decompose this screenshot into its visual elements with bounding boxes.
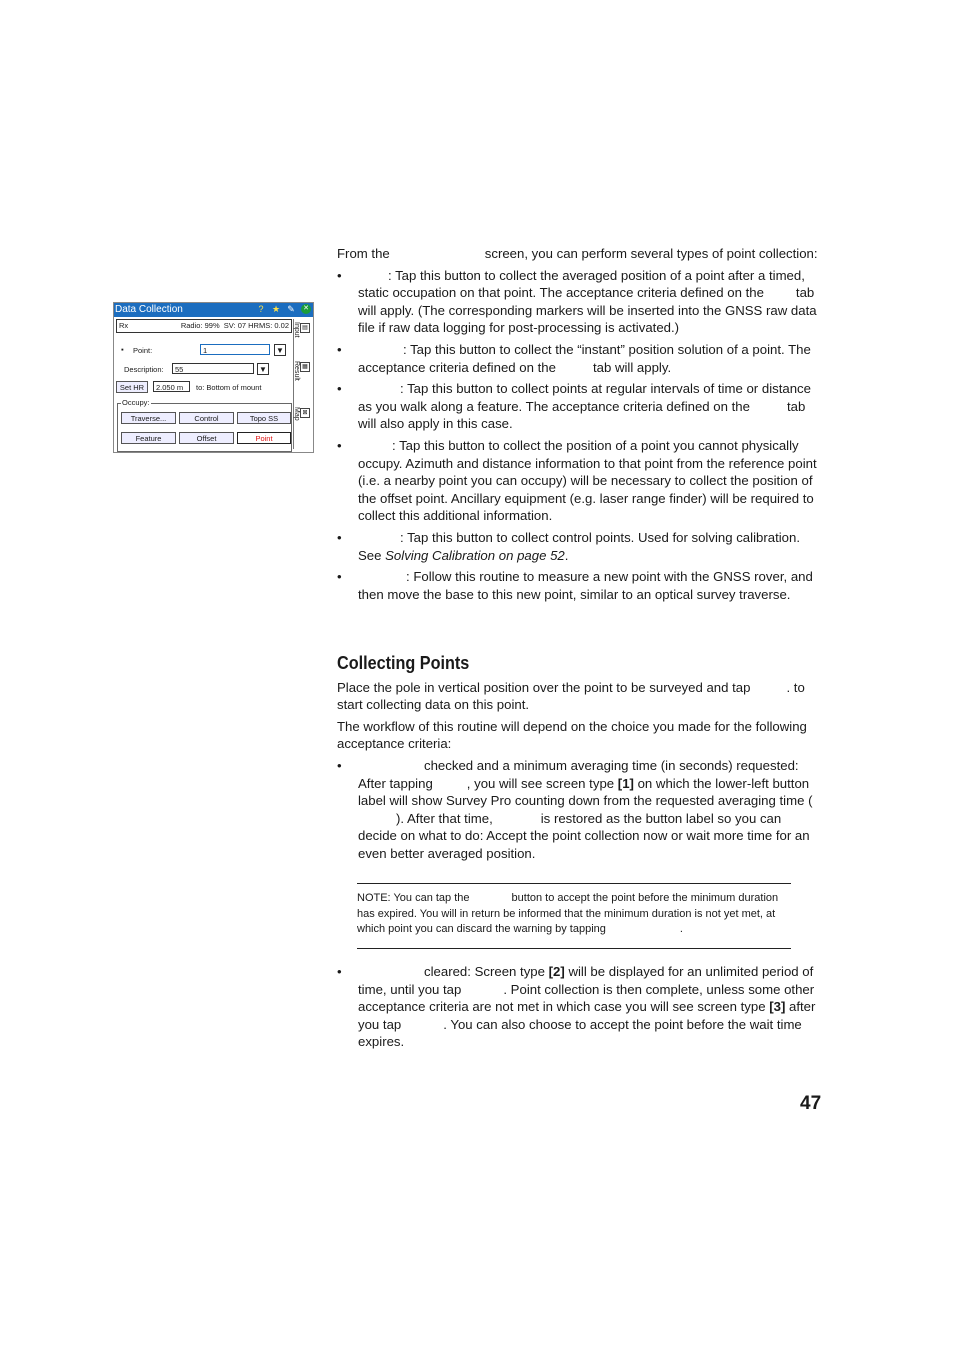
- point-icon: ▪: [121, 345, 124, 354]
- side-tabs: [293, 319, 311, 449]
- body-text: [337, 245, 821, 603]
- list-item: • : Tap this button to collect the averaged position of a point after a timed, static occupation on that point. The acceptance criteria defined on the tab will apply. (The corresponding markers will be inserted into the GNSS raw data file if raw data logging for post-processing is activated.): [337, 267, 821, 337]
- sv-status: SV: 07: [223, 321, 247, 330]
- control-button[interactable]: Control: [179, 412, 234, 424]
- tab-result[interactable]: ▦ Result: [295, 361, 310, 381]
- hr-to-label: to: Bottom of mount: [196, 383, 262, 392]
- rx-label: Rx: [119, 321, 129, 330]
- hrms-status: HRMS: 0.02: [248, 321, 289, 330]
- section-heading: Collecting Points: [337, 653, 470, 673]
- map-tab-icon: ⊠: [300, 408, 310, 418]
- tab-input[interactable]: ▤ Input: [295, 322, 310, 338]
- set-hr-button[interactable]: Set HR: [116, 381, 148, 393]
- occupy-group: [117, 398, 292, 452]
- page-number: 47: [800, 1093, 822, 1114]
- star-icon[interactable]: ★: [271, 304, 281, 314]
- traverse-button[interactable]: Traverse...: [121, 412, 176, 424]
- intro-paragraph: From the screen, you can perform several types of point collection:: [337, 246, 818, 261]
- status-bar: [116, 319, 292, 333]
- feature-button[interactable]: Feature: [121, 432, 176, 444]
- point-input[interactable]: 1: [200, 344, 270, 355]
- data-collection-screenshot: [113, 302, 314, 453]
- description-label: Description:: [124, 365, 164, 374]
- paragraph: Place the pole in vertical position over the point to be surveyed and tap . to start collecting data on this point.: [337, 679, 805, 713]
- description-input[interactable]: 55: [172, 363, 254, 374]
- point-dropdown-icon[interactable]: ▼: [274, 344, 286, 356]
- edit-icon[interactable]: ✎: [287, 304, 295, 314]
- result-tab-icon: ▦: [300, 362, 310, 372]
- topo-ss-button[interactable]: Topo SS: [237, 412, 291, 424]
- radio-status: Radio: 99%: [180, 321, 220, 330]
- list-item: • checked and a minimum averaging time (in seconds) requested: After tapping , you will see screen type [1] on which the lower-left button label will show Survey Pro counting down from the requested averaging time (). After that time, is restored as the button label so you can decide on what to do: Accept the point collection now or wait more time for an even better averaged position.: [337, 757, 821, 863]
- offset-button[interactable]: Offset: [179, 432, 234, 444]
- close-icon[interactable]: ✕: [301, 304, 311, 314]
- list-item: • : Follow this routine to measure a new point with the GNSS rover, and then move the base to this new point, similar to an optical survey traverse.: [337, 568, 821, 603]
- cross-reference[interactable]: Solving Calibration on page 52: [385, 547, 565, 563]
- input-tab-icon: ▤: [300, 323, 310, 333]
- list-item: • cleared: Screen type [2] will be displayed for an unlimited period of time, until you tap . Point collection is then complete, unless some other acceptance criteria are not met in which case you will see screen type [3] after you tap . You can also choose to accept the point before the wait time expires.: [337, 963, 821, 1051]
- note-box: NOTE: You can tap the button to accept the point before the minimum duration has expired. You will in return be informed that the minimum duration is not yet met, at which point you can discard the warning by tapping .: [357, 883, 791, 949]
- paragraph: The workflow of this routine will depend on the choice you made for the following acceptance criteria:: [337, 718, 807, 752]
- window-title: Data Collection: [115, 304, 183, 315]
- title-bar: [114, 303, 313, 317]
- occupy-label: Occupy:: [122, 398, 150, 407]
- tab-map[interactable]: ⊠ Map: [295, 407, 310, 421]
- help-icon[interactable]: ?: [258, 304, 264, 314]
- hr-input[interactable]: 2.050 m: [153, 381, 190, 392]
- list-item: • : Tap this button to collect control points. Used for solving calibration. See Solving Calibration on page 52.: [337, 529, 821, 564]
- criteria-2: [337, 963, 821, 1051]
- description-dropdown-icon[interactable]: ▼: [257, 363, 269, 375]
- list-item: • : Tap this button to collect the “instant” position solution of a point. The acceptance criteria defined on the tab will apply.: [337, 341, 821, 376]
- list-item: • : Tap this button to collect the position of a point you cannot physically occupy. Azimuth and distance information to that point from the reference point (i.e. a nearby point you can occupy) will be necessary to collect the position of the offset point. Ancillary equipment (e.g. laser range finder) will be required to collect this additional information.: [337, 437, 821, 525]
- collecting-points-section: [337, 655, 821, 863]
- point-button[interactable]: Point: [237, 432, 291, 444]
- point-label: Point:: [133, 346, 153, 355]
- list-item: • : Tap this button to collect points at regular intervals of time or distance as you walk along a feature. The acceptance criteria defined on the tab will also apply in this case.: [337, 380, 821, 433]
